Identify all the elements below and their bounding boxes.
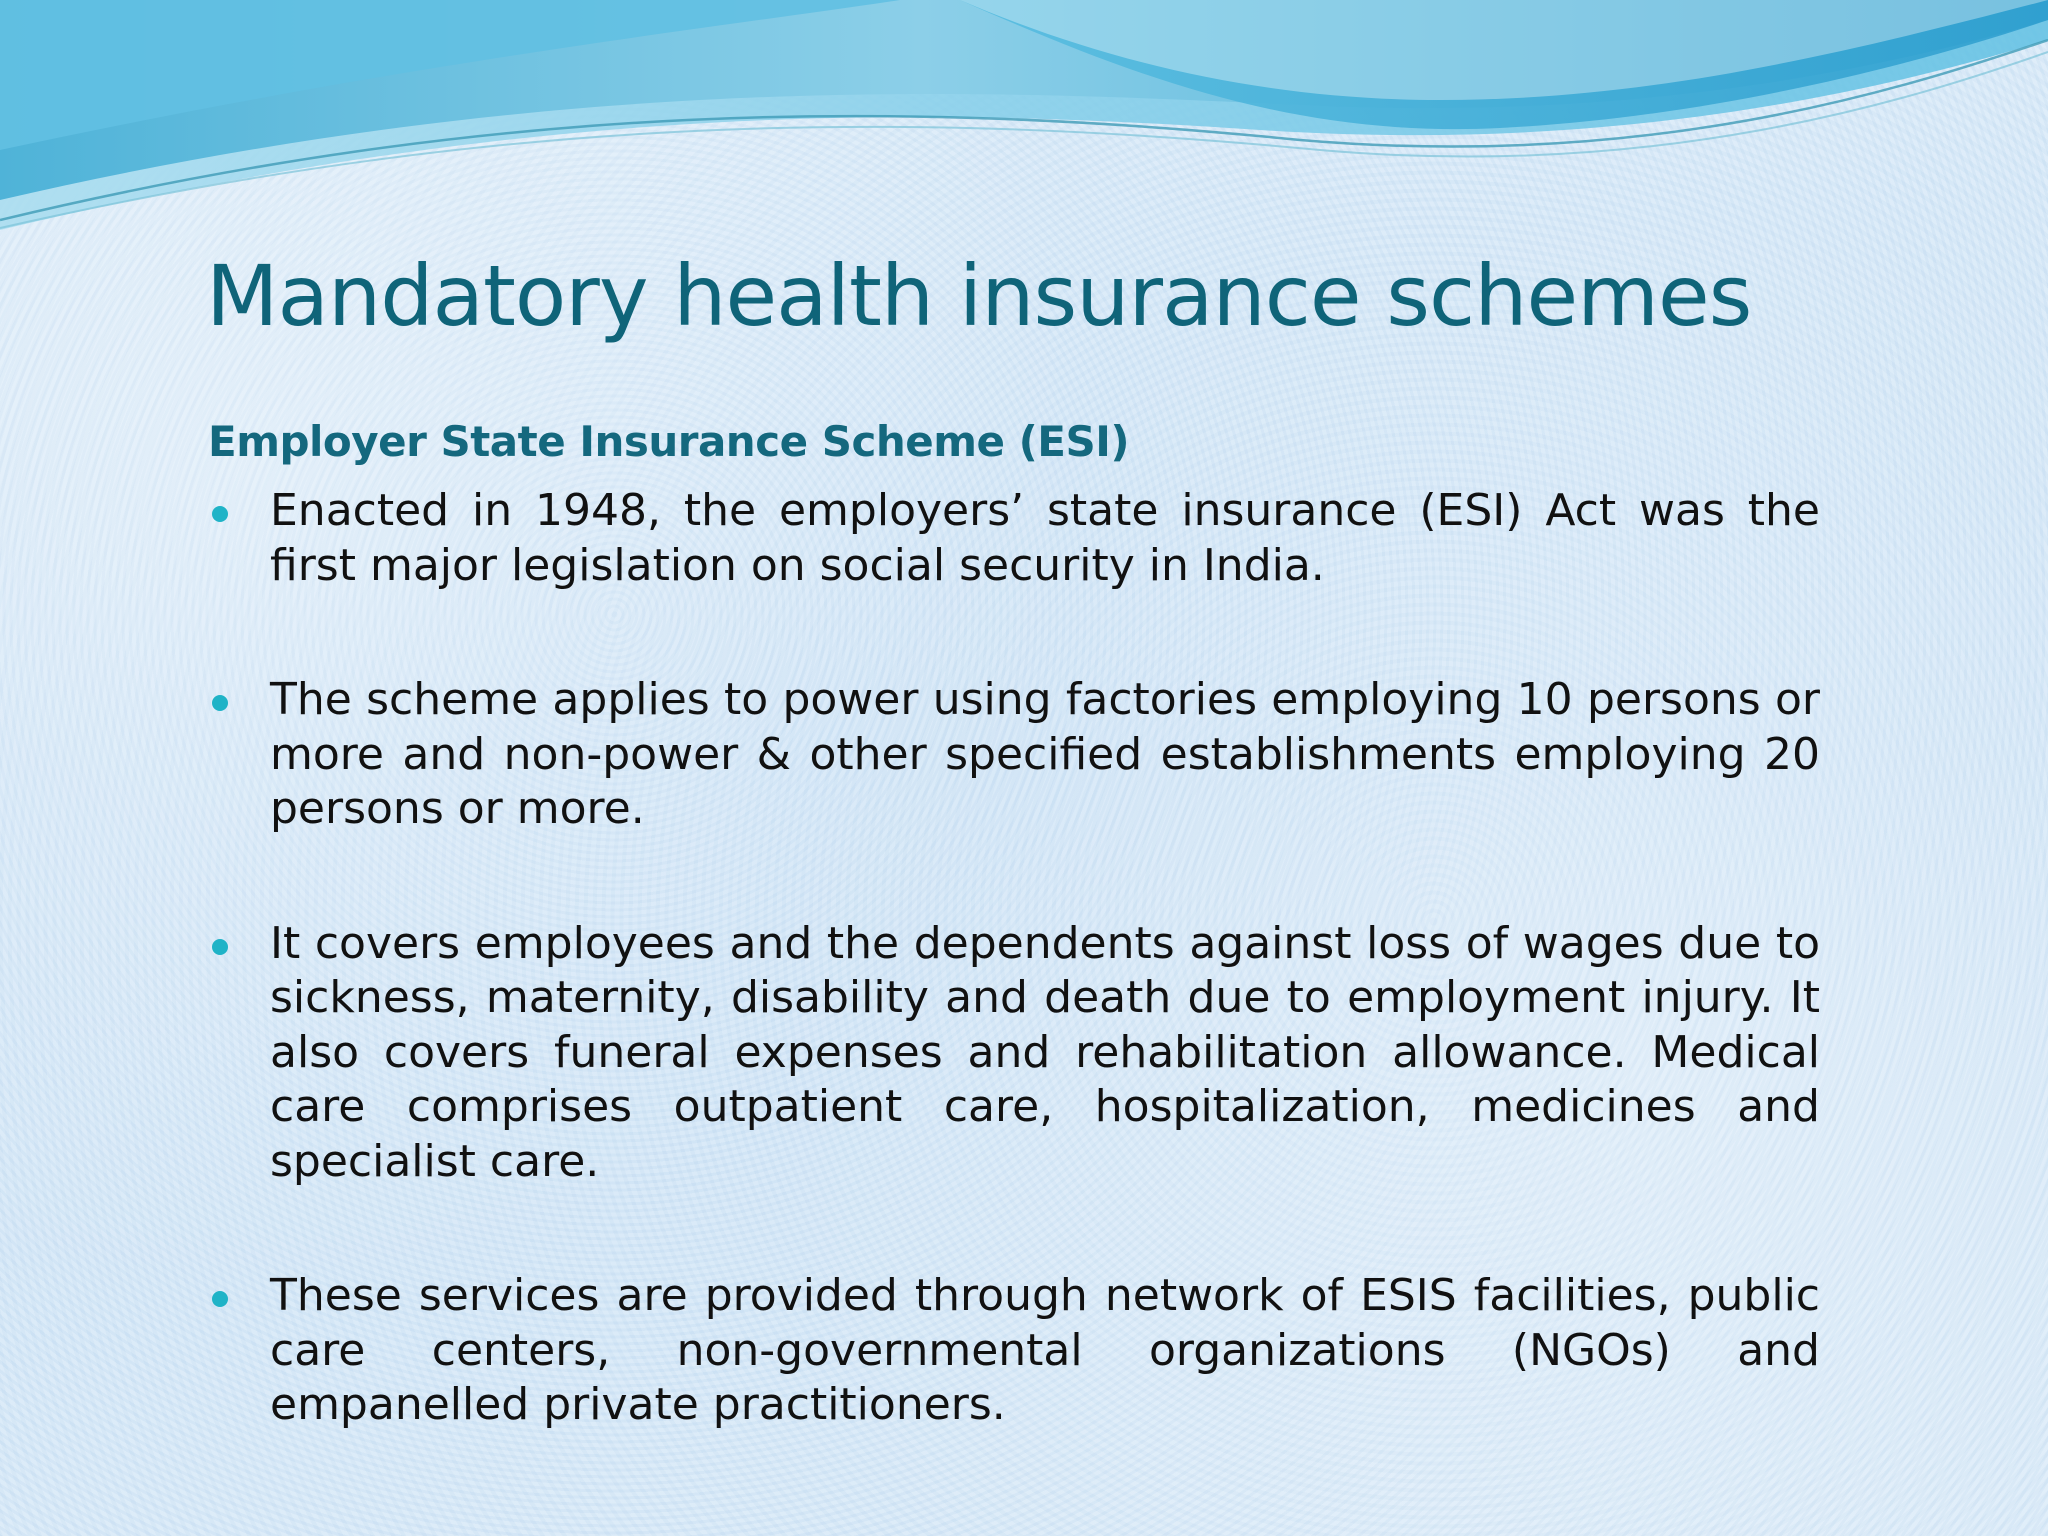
bullet-text: Enacted in 1948, the employers’ state insurance (ESI) Act was the first major legislation on social security in India. — [270, 485, 1820, 591]
bullet-item — [208, 917, 1820, 1190]
bullet-text: It covers employees and the dependents against loss of wages due to sickness, maternity, disability and death due to employment injury. It also covers funeral expenses and rehabilitation allowance. Medical care comprises outpatient care, hospitalization, medicines and specialist care. — [270, 917, 1820, 1187]
bullet-dot-icon — [212, 506, 228, 522]
header-wave-decoration — [0, 0, 2048, 240]
bullet-item — [208, 1269, 1820, 1433]
bullet-text: The scheme applies to power using factories employing 10 persons or more and non-power & other specified establishments employing 20 persons or more. — [270, 674, 1820, 834]
slide-subtitle: Employer State Insurance Scheme (ESI) — [208, 417, 1130, 466]
bullet-item — [208, 673, 1820, 837]
bullet-dot-icon — [212, 695, 228, 711]
bullet-dot-icon — [212, 939, 228, 955]
slide-title: Mandatory health insurance schemes — [206, 247, 1752, 345]
bullet-item — [208, 484, 1820, 593]
bullet-text: These services are provided through network of ESIS facilities, public care centers, non-governmental organizations (NGOs) and empanelled private practitioners. — [270, 1270, 1820, 1430]
bullet-list — [208, 484, 1820, 1513]
bullet-dot-icon — [212, 1291, 228, 1307]
